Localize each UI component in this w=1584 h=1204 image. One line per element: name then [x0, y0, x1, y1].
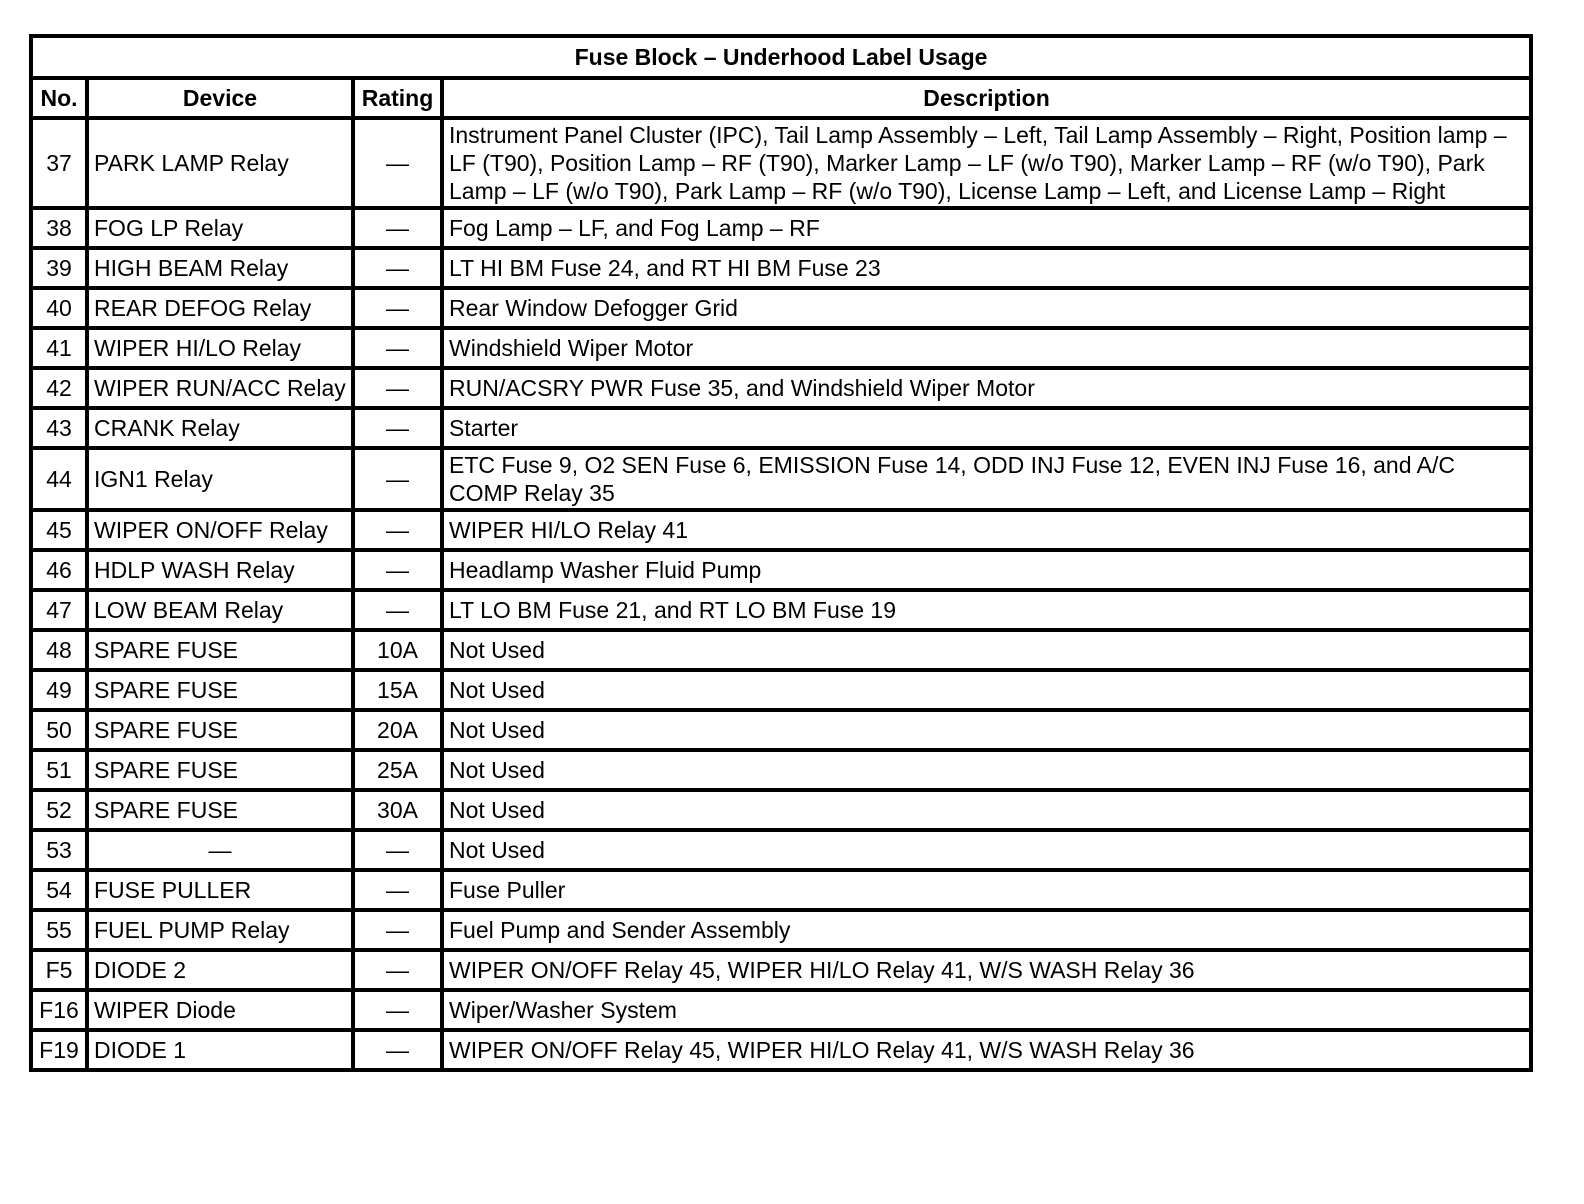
- table-body: [31, 118, 1531, 1070]
- cell-description: Not Used: [442, 670, 1531, 710]
- cell-device: FUEL PUMP Relay: [87, 910, 353, 950]
- table-row: [31, 208, 1531, 248]
- cell-rating: —: [353, 328, 442, 368]
- cell-rating: —: [353, 950, 442, 990]
- cell-device: —: [87, 830, 353, 870]
- cell-device: CRANK Relay: [87, 408, 353, 448]
- cell-description: Not Used: [442, 710, 1531, 750]
- table-row: [31, 248, 1531, 288]
- table-row: [31, 670, 1531, 710]
- cell-no: 55: [31, 910, 87, 950]
- cell-description: WIPER HI/LO Relay 41: [442, 510, 1531, 550]
- cell-rating: —: [353, 368, 442, 408]
- cell-no: 53: [31, 830, 87, 870]
- cell-device: IGN1 Relay: [87, 448, 353, 510]
- cell-description: WIPER ON/OFF Relay 45, WIPER HI/LO Relay 41, W/S WASH Relay 36: [442, 950, 1531, 990]
- cell-description: Not Used: [442, 790, 1531, 830]
- cell-no: 44: [31, 448, 87, 510]
- cell-description: ETC Fuse 9, O2 SEN Fuse 6, EMISSION Fuse 14, ODD INJ Fuse 12, EVEN INJ Fuse 16, and A/C COMP Relay 35: [442, 448, 1531, 510]
- cell-device: WIPER Diode: [87, 990, 353, 1030]
- cell-description: Fuse Puller: [442, 870, 1531, 910]
- fuse-block-table: [29, 34, 1533, 1072]
- header-description: Description: [442, 78, 1531, 118]
- cell-no: 42: [31, 368, 87, 408]
- cell-device: DIODE 2: [87, 950, 353, 990]
- header-rating: Rating: [353, 78, 442, 118]
- header-row: [31, 78, 1531, 118]
- cell-device: REAR DEFOG Relay: [87, 288, 353, 328]
- cell-rating: —: [353, 990, 442, 1030]
- cell-rating: —: [353, 448, 442, 510]
- table-title: Fuse Block – Underhood Label Usage: [31, 36, 1531, 78]
- table-row: [31, 790, 1531, 830]
- cell-description: Instrument Panel Cluster (IPC), Tail Lamp Assembly – Left, Tail Lamp Assembly – Right, Position lamp – LF (T90), Position Lamp – RF (T90), Marker Lamp – LF (w/o T90), Marker Lamp – RF (w/o T90), Park Lamp – LF (w/o T90), Park Lamp – RF (w/o T90), License Lamp – Left, and License Lamp – Right: [442, 118, 1531, 208]
- cell-description: WIPER ON/OFF Relay 45, WIPER HI/LO Relay 41, W/S WASH Relay 36: [442, 1030, 1531, 1070]
- cell-device: DIODE 1: [87, 1030, 353, 1070]
- cell-rating: —: [353, 288, 442, 328]
- cell-no: 54: [31, 870, 87, 910]
- cell-no: 41: [31, 328, 87, 368]
- cell-no: 49: [31, 670, 87, 710]
- header-device: Device: [87, 78, 353, 118]
- cell-no: 39: [31, 248, 87, 288]
- cell-description: Windshield Wiper Motor: [442, 328, 1531, 368]
- cell-rating: —: [353, 408, 442, 448]
- table-row: [31, 870, 1531, 910]
- cell-description: Not Used: [442, 630, 1531, 670]
- cell-rating: —: [353, 510, 442, 550]
- cell-no: 48: [31, 630, 87, 670]
- cell-description: LT HI BM Fuse 24, and RT HI BM Fuse 23: [442, 248, 1531, 288]
- table-row: [31, 630, 1531, 670]
- cell-description: RUN/ACSRY PWR Fuse 35, and Windshield Wiper Motor: [442, 368, 1531, 408]
- table-row: [31, 990, 1531, 1030]
- cell-description: Headlamp Washer Fluid Pump: [442, 550, 1531, 590]
- cell-no: F16: [31, 990, 87, 1030]
- table-row: [31, 590, 1531, 630]
- table-row: [31, 830, 1531, 870]
- cell-rating: —: [353, 590, 442, 630]
- table-row: [31, 950, 1531, 990]
- cell-rating: 15A: [353, 670, 442, 710]
- table-row: [31, 750, 1531, 790]
- cell-rating: —: [353, 830, 442, 870]
- header-no: No.: [31, 78, 87, 118]
- table-row: [31, 328, 1531, 368]
- cell-no: 40: [31, 288, 87, 328]
- cell-device: HIGH BEAM Relay: [87, 248, 353, 288]
- table-row: [31, 510, 1531, 550]
- cell-device: WIPER HI/LO Relay: [87, 328, 353, 368]
- cell-device: HDLP WASH Relay: [87, 550, 353, 590]
- cell-device: WIPER RUN/ACC Relay: [87, 368, 353, 408]
- cell-device: SPARE FUSE: [87, 790, 353, 830]
- cell-description: Wiper/Washer System: [442, 990, 1531, 1030]
- cell-device: FUSE PULLER: [87, 870, 353, 910]
- cell-device: SPARE FUSE: [87, 670, 353, 710]
- cell-rating: —: [353, 550, 442, 590]
- cell-no: 45: [31, 510, 87, 550]
- cell-no: 52: [31, 790, 87, 830]
- cell-no: 51: [31, 750, 87, 790]
- cell-no: 50: [31, 710, 87, 750]
- cell-device: SPARE FUSE: [87, 710, 353, 750]
- title-row: [31, 36, 1531, 78]
- cell-description: Not Used: [442, 830, 1531, 870]
- cell-rating: 25A: [353, 750, 442, 790]
- cell-device: LOW BEAM Relay: [87, 590, 353, 630]
- cell-device: SPARE FUSE: [87, 750, 353, 790]
- cell-rating: —: [353, 208, 442, 248]
- cell-no: 47: [31, 590, 87, 630]
- cell-rating: —: [353, 910, 442, 950]
- cell-description: Starter: [442, 408, 1531, 448]
- cell-description: Not Used: [442, 750, 1531, 790]
- cell-device: SPARE FUSE: [87, 630, 353, 670]
- cell-device: PARK LAMP Relay: [87, 118, 353, 208]
- cell-no: 38: [31, 208, 87, 248]
- table-row: [31, 448, 1531, 510]
- table-row: [31, 710, 1531, 750]
- cell-device: FOG LP Relay: [87, 208, 353, 248]
- cell-description: Fog Lamp – LF, and Fog Lamp – RF: [442, 208, 1531, 248]
- cell-description: Fuel Pump and Sender Assembly: [442, 910, 1531, 950]
- table-row: [31, 408, 1531, 448]
- cell-device: WIPER ON/OFF Relay: [87, 510, 353, 550]
- cell-rating: 20A: [353, 710, 442, 750]
- cell-rating: —: [353, 248, 442, 288]
- table-row: [31, 550, 1531, 590]
- table-row: [31, 118, 1531, 208]
- cell-rating: 30A: [353, 790, 442, 830]
- cell-rating: —: [353, 870, 442, 910]
- cell-no: F19: [31, 1030, 87, 1070]
- table-row: [31, 1030, 1531, 1070]
- table-row: [31, 910, 1531, 950]
- table-row: [31, 368, 1531, 408]
- cell-description: Rear Window Defogger Grid: [442, 288, 1531, 328]
- cell-no: 37: [31, 118, 87, 208]
- cell-description: LT LO BM Fuse 21, and RT LO BM Fuse 19: [442, 590, 1531, 630]
- cell-no: 46: [31, 550, 87, 590]
- cell-no: F5: [31, 950, 87, 990]
- table-row: [31, 288, 1531, 328]
- cell-no: 43: [31, 408, 87, 448]
- cell-rating: —: [353, 118, 442, 208]
- cell-rating: —: [353, 1030, 442, 1070]
- cell-rating: 10A: [353, 630, 442, 670]
